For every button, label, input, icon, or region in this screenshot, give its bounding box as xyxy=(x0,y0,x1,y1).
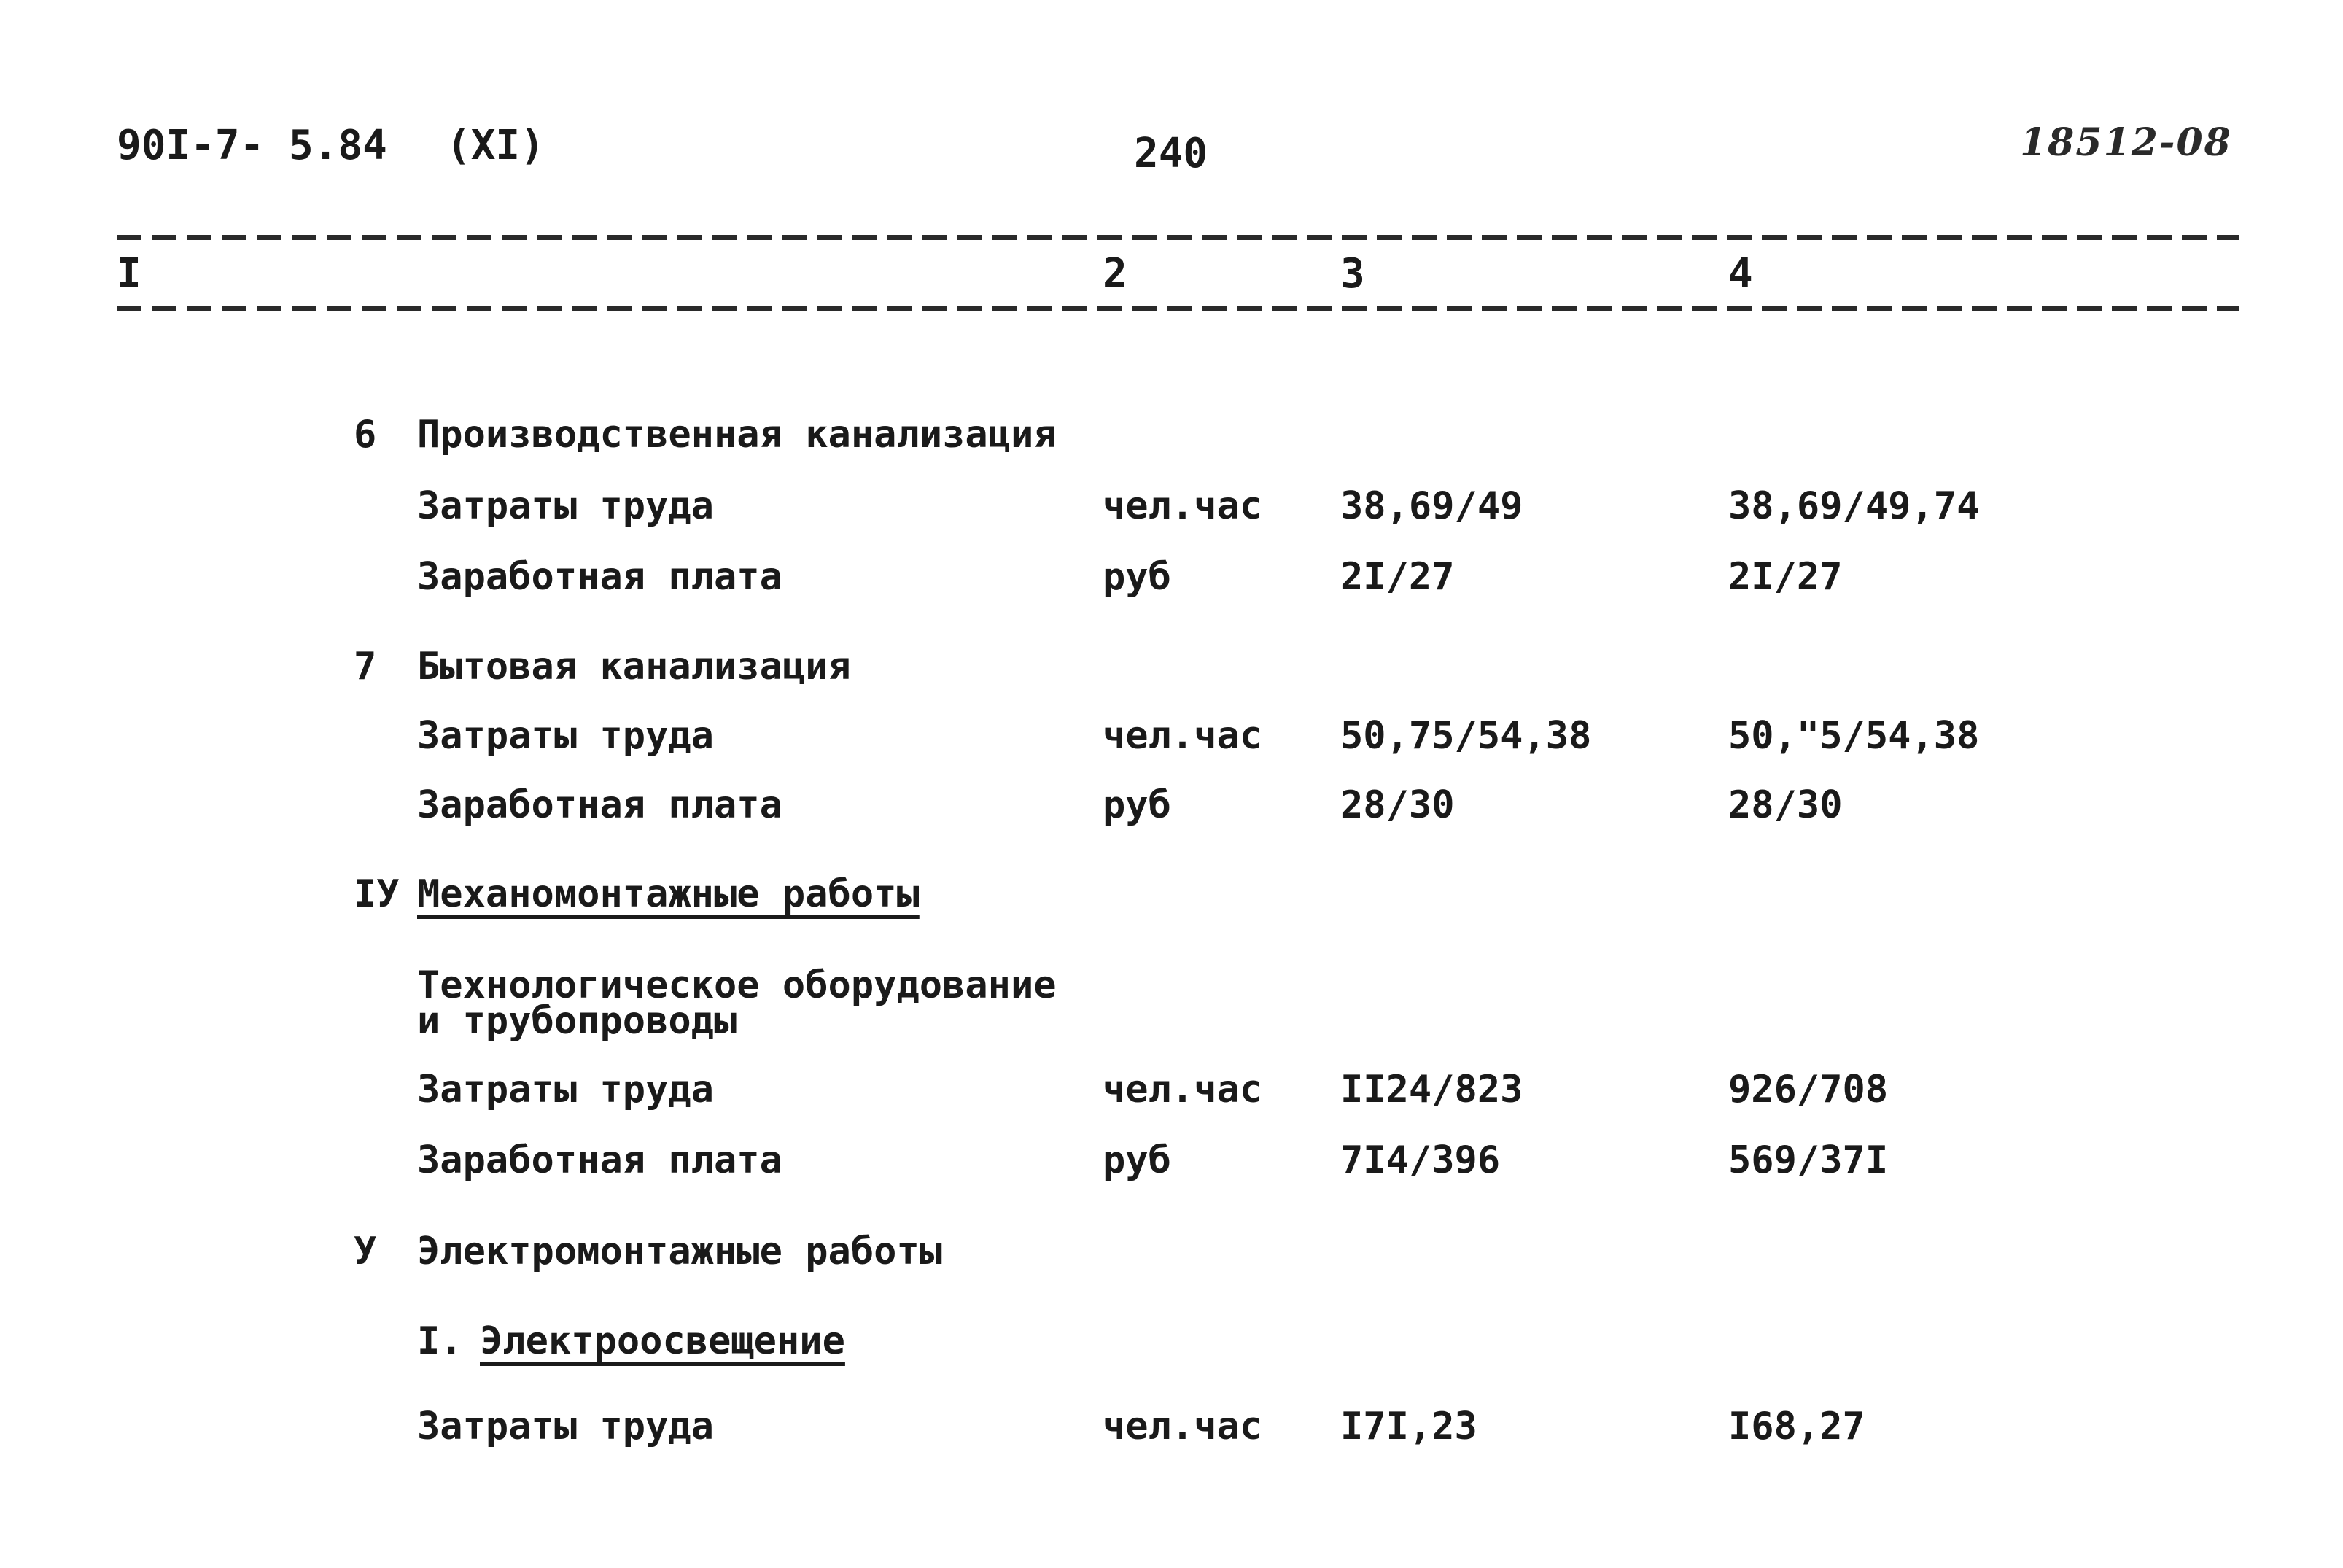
subsection-title: Электроосвещение xyxy=(480,1319,845,1363)
page-number: 240 xyxy=(1134,130,1208,177)
row-value-col3: 38,69/49 xyxy=(1340,484,1523,528)
row-label: Заработная плата xyxy=(417,1138,782,1182)
row-unit: чел.час xyxy=(1103,1405,1263,1448)
document-code: 90I-7- 5.84 xyxy=(117,122,387,169)
row-unit: руб xyxy=(1103,555,1171,599)
row-unit: чел.час xyxy=(1103,714,1263,758)
column-header-2: 2 xyxy=(1103,250,1127,298)
row-label: Заработная плата xyxy=(417,783,782,827)
row-value-col4: 926/708 xyxy=(1728,1068,1889,1111)
row-value-col4: I68,27 xyxy=(1728,1405,1865,1448)
column-header-1: I xyxy=(117,250,141,298)
column-header-4: 4 xyxy=(1728,250,1753,298)
row-value-col3: II24/823 xyxy=(1340,1068,1523,1111)
section-title: Производственная канализация xyxy=(417,413,1057,457)
row-value-col4: 2I/27 xyxy=(1728,555,1843,599)
section-number: 6 xyxy=(354,413,377,457)
row-unit: чел.час xyxy=(1103,1068,1263,1111)
column-header-3: 3 xyxy=(1340,250,1365,298)
section-number: IУ xyxy=(354,872,400,916)
row-value-col4: 569/37I xyxy=(1728,1138,1889,1182)
section-title: Бытовая канализация xyxy=(417,645,851,688)
row-value-col3: 28/30 xyxy=(1340,783,1455,827)
header-rule-bottom xyxy=(117,306,2239,311)
row-value-col3: 50,75/54,38 xyxy=(1340,714,1592,758)
section-number: 7 xyxy=(354,645,377,688)
row-value-col4: 28/30 xyxy=(1728,783,1843,827)
row-label: Затраты труда xyxy=(417,484,714,528)
row-value-col3: I7I,23 xyxy=(1340,1405,1477,1448)
row-value-col4: 38,69/49,74 xyxy=(1728,484,1980,528)
section-title: Электромонтажные работы xyxy=(417,1230,943,1273)
row-unit: чел.час xyxy=(1103,484,1263,528)
row-label: Затраты труда xyxy=(417,714,714,758)
row-unit: руб xyxy=(1103,1138,1171,1182)
row-label: Затраты труда xyxy=(417,1068,714,1111)
row-value-col4: 50,"5/54,38 xyxy=(1728,714,1980,758)
section-title: Механомонтажные работы xyxy=(417,872,920,916)
row-label: Заработная плата xyxy=(417,555,782,599)
archive-stamp: 18512-08 xyxy=(2020,120,2232,165)
document-part: (XI) xyxy=(446,122,545,169)
section-number: У xyxy=(354,1230,377,1273)
header-rule-top xyxy=(117,235,2239,240)
subsection-number: I. xyxy=(417,1319,463,1363)
row-unit: руб xyxy=(1103,783,1171,827)
row-label: Затраты труда xyxy=(417,1405,714,1448)
subsection-title-line2: и трубопроводы xyxy=(417,999,737,1043)
subsection-title-line1: Технологическое оборудование xyxy=(417,963,1057,1007)
row-value-col3: 7I4/396 xyxy=(1340,1138,1501,1182)
row-value-col3: 2I/27 xyxy=(1340,555,1455,599)
